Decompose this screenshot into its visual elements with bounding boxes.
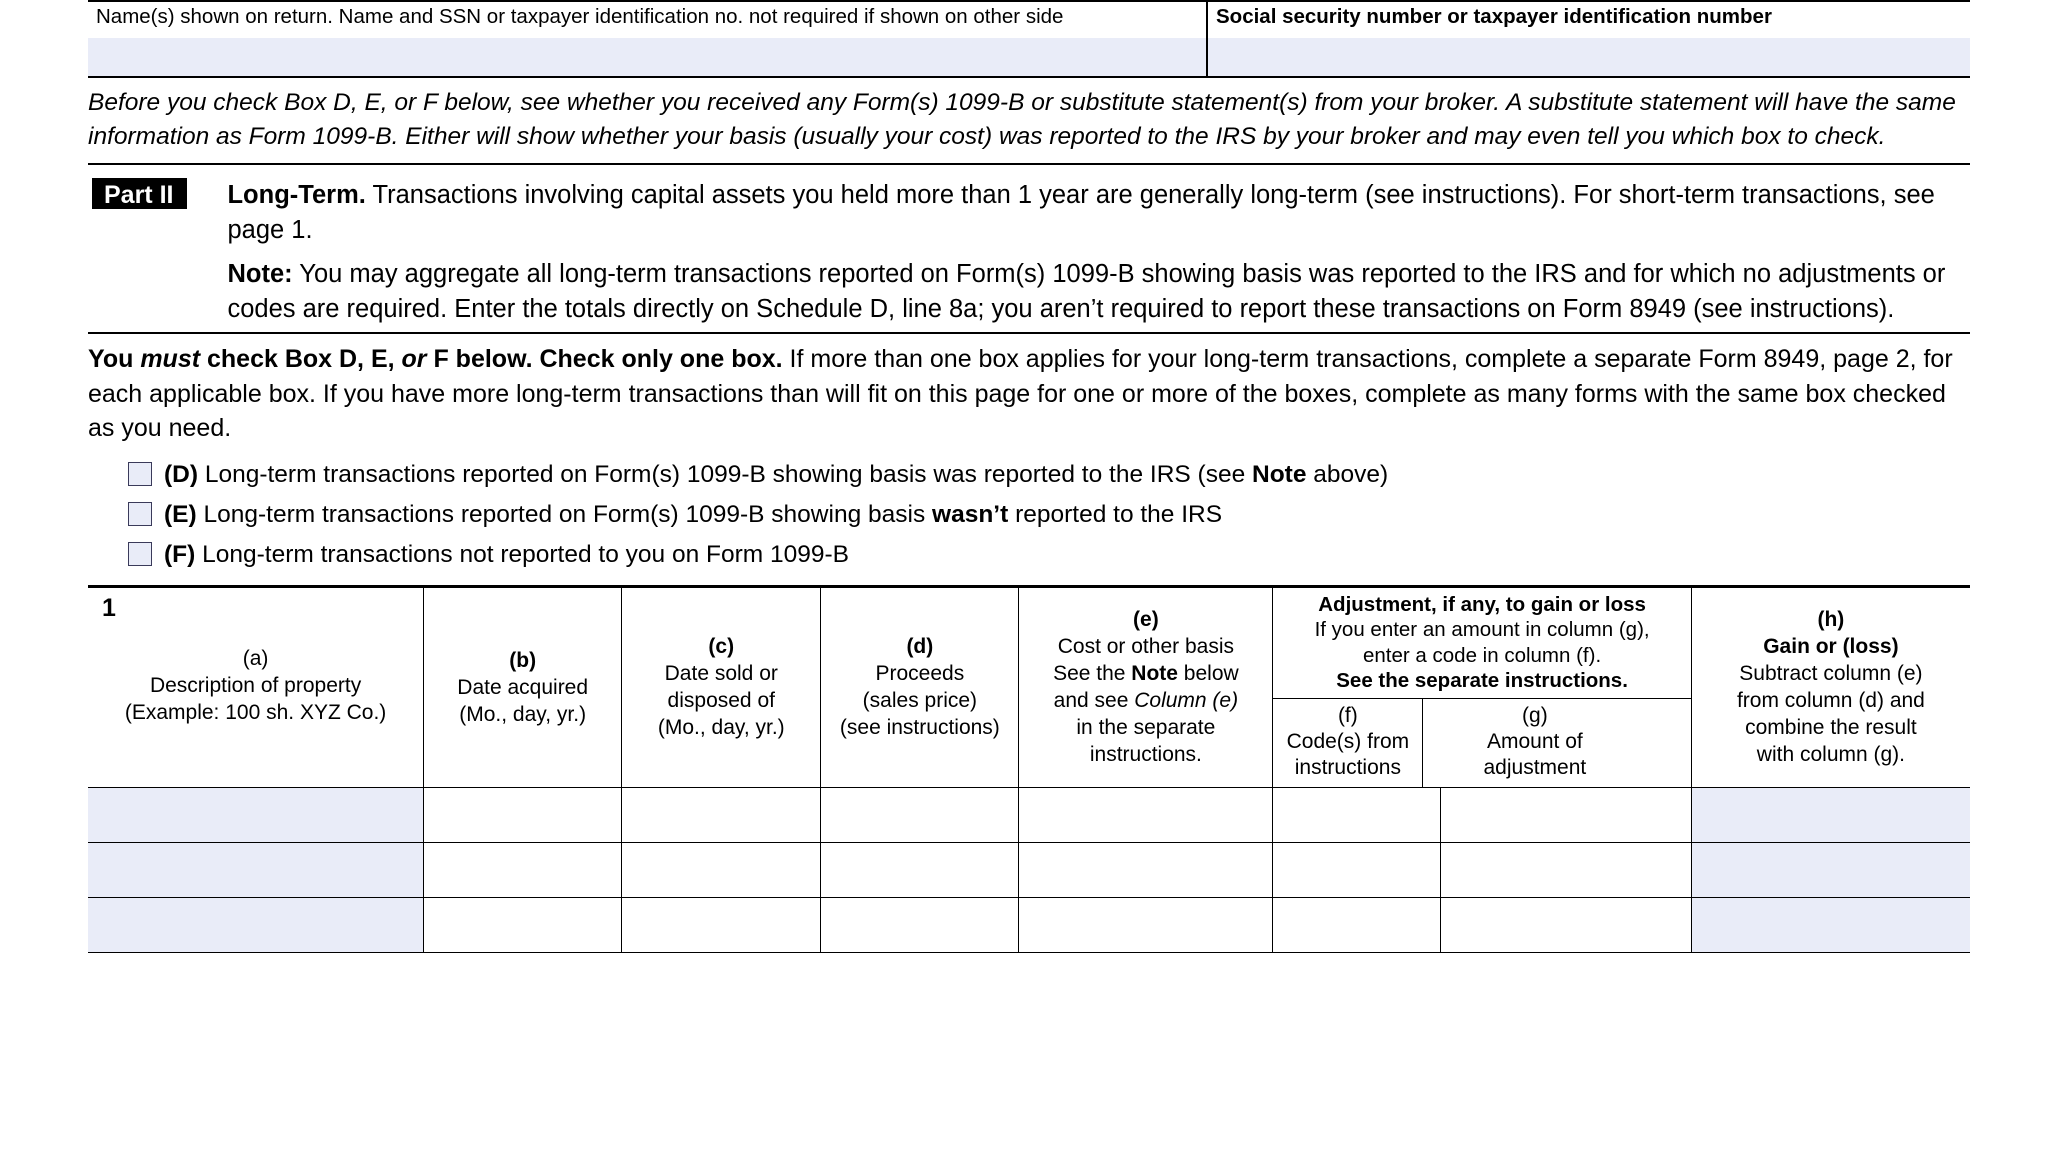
cell-f[interactable] — [1273, 897, 1441, 952]
part-ii-note — [227, 257, 1970, 326]
part-ii-tab: Part II — [92, 178, 187, 209]
name-field-caption: Name(s) shown on return. Name and SSN or taxpayer identification no. not required if shown on other side — [96, 5, 1064, 28]
name-input[interactable] — [88, 38, 1206, 76]
header-col-a — [88, 587, 424, 787]
part-ii-body — [227, 178, 1970, 326]
adjustment-title-block — [1273, 588, 1690, 699]
part-ii-heading — [227, 178, 1970, 247]
header-col-g-line2: adjustment — [1483, 755, 1587, 779]
cell-g[interactable] — [1441, 897, 1692, 952]
header-adjustment-group — [1273, 587, 1691, 787]
cell-e[interactable] — [1019, 842, 1273, 897]
box-selection-group — [88, 456, 1970, 576]
header-col-g-letter: (g) — [1522, 703, 1548, 727]
header-col-e-line2a: See the — [1053, 662, 1132, 685]
header-col-b-letter: (b) — [509, 648, 537, 672]
header-col-e-line1: Cost or other basis — [1057, 635, 1234, 658]
checkbox-row-e[interactable] — [88, 496, 1970, 536]
header-col-c-line2: disposed of — [667, 689, 775, 712]
cell-b[interactable] — [424, 842, 622, 897]
part-ii-note-rest: You may aggregate all long-term transactions reported on Form(s) 1099-B showing basis was reported to the IRS and for which no adjustments or codes are required. Enter the totals directly on Schedule D, line 8a; you aren’t required to report these transactions on Form 8949 (see instructions). — [227, 260, 1946, 323]
checkbox-row-f[interactable] — [88, 536, 1970, 576]
header-col-a-line1: Description of property — [149, 673, 362, 697]
header-col-h-line2: Subtract column (e) — [1739, 662, 1923, 685]
checkbox-e-text-before: Long-term transactions reported on Form(s) 1099-B showing basis — [196, 500, 933, 528]
adjustment-line4: See the separate instructions. — [1336, 669, 1628, 692]
checkbox-d-label — [164, 456, 1388, 494]
cell-d[interactable] — [821, 842, 1019, 897]
header-col-a-line2: (Example: 100 sh. XYZ Co.) — [124, 700, 387, 724]
must-p2: must — [140, 345, 201, 373]
table-row — [88, 787, 1970, 842]
header-col-e-line3a: and see — [1053, 689, 1135, 712]
row-number-label: 1 — [102, 593, 116, 622]
cell-c[interactable] — [622, 842, 821, 897]
checkbox-f-label — [164, 536, 849, 574]
table-row — [88, 842, 1970, 897]
header-col-e-line2b: Note — [1131, 662, 1178, 685]
must-check-box-paragraph — [88, 342, 1970, 446]
cell-g[interactable] — [1441, 787, 1692, 842]
header-col-f-line1: Code(s) from — [1286, 729, 1410, 753]
ssn-field-caption: Social security number or taxpayer identification number — [1216, 5, 1772, 28]
ssn-field-cell — [1208, 2, 1970, 76]
adjustment-subcolumns — [1273, 699, 1690, 787]
cell-a[interactable] — [88, 842, 424, 897]
transactions-table — [88, 585, 1970, 953]
cell-e[interactable] — [1019, 787, 1273, 842]
header-col-h — [1691, 587, 1970, 787]
cell-d[interactable] — [821, 897, 1019, 952]
table-header-row — [88, 587, 1970, 787]
checkbox-e-emphasis: wasn’t — [932, 500, 1009, 528]
header-col-g-line1: Amount of — [1486, 729, 1583, 753]
header-col-c-line1: Date sold or — [664, 662, 778, 685]
cell-h[interactable] — [1691, 897, 1970, 952]
divider-after-part-ii — [88, 332, 1970, 334]
checkbox-e-label — [164, 496, 1222, 534]
header-col-e-line3 — [1019, 687, 1272, 714]
header-col-b-line2: (Mo., day, yr.) — [459, 702, 587, 726]
checkbox-e[interactable] — [128, 502, 152, 526]
cell-h[interactable] — [1691, 842, 1970, 897]
table-row — [88, 897, 1970, 952]
header-col-e-line2c: below — [1177, 662, 1239, 685]
must-p3: check Box D, E, — [200, 345, 402, 373]
header-col-h-line1: Gain or (loss) — [1763, 635, 1899, 658]
header-col-e-line3b: Column (e) — [1134, 689, 1239, 712]
header-col-e-line2 — [1019, 660, 1272, 687]
identification-block — [88, 0, 1970, 78]
checkbox-f-text-before: Long-term transactions not reported to you on Form 1099-B — [195, 540, 849, 568]
header-col-c-letter: (c) — [708, 635, 735, 658]
name-field-cell — [88, 2, 1208, 76]
header-col-g — [1423, 699, 1646, 787]
checkbox-e-letter: (E) — [164, 500, 197, 528]
header-col-e-line5: instructions. — [1089, 743, 1202, 766]
header-col-e — [1019, 587, 1273, 787]
header-col-a-letter: (a) — [242, 646, 269, 670]
header-col-d-line2: (sales price) — [862, 689, 978, 712]
checkbox-f-letter: (F) — [164, 540, 196, 568]
checkbox-d-text-before: Long-term transactions reported on Form(s) 1099-B showing basis was reported to the IRS (see — [198, 460, 1253, 488]
header-col-h-line4: combine the result — [1745, 716, 1917, 739]
cell-a[interactable] — [88, 897, 424, 952]
header-col-b-line1: Date acquired — [457, 675, 589, 699]
header-col-h-letter: (h) — [1817, 608, 1845, 631]
checkbox-d[interactable] — [128, 462, 152, 486]
checkbox-e-text-after: reported to the IRS — [1008, 500, 1223, 528]
must-p1: You — [88, 345, 141, 373]
cell-b[interactable] — [424, 787, 622, 842]
checkbox-d-text-after: above) — [1306, 460, 1389, 488]
ssn-input[interactable] — [1208, 38, 1970, 76]
adjustment-line3: enter a code in column (f). — [1363, 643, 1602, 667]
must-p4: or — [401, 345, 427, 373]
cell-h[interactable] — [1691, 787, 1970, 842]
adjustment-title: Adjustment, if any, to gain or loss — [1318, 592, 1646, 616]
cell-a[interactable] — [88, 787, 424, 842]
header-col-e-line4: in the separate — [1076, 716, 1216, 739]
must-p5: F below. Check only one box. — [426, 345, 783, 373]
cell-d[interactable] — [821, 787, 1019, 842]
part-ii-heading-rest: Transactions involving capital assets you held more than 1 year are generally long-term (see instructions). For short-term transactions, see page 1. — [227, 181, 1935, 244]
header-col-c — [622, 587, 821, 787]
checkbox-d-emphasis: Note — [1252, 460, 1307, 488]
broker-statement-notice: Before you check Box D, E, or F below, see whether you received any Form(s) 1099-B or substitute statement(s) from your broker. A substitute statement will have the same information as Form 1099-B. Either will show whether your basis (usually your cost) was reported to the IRS by your broker and may even tell you which box to check. — [88, 86, 1970, 165]
must-p6: If more than one box applies for your long-term transactions, complete a separate Form 8949, page 2, for each applicable box. If you have more long-term transactions than will fit on this page for one or more of the boxes, complete as many forms with the same box checked as you need. — [88, 345, 1953, 442]
checkbox-row-d[interactable] — [88, 456, 1970, 496]
cell-c[interactable] — [622, 787, 821, 842]
header-col-f-line2: instructions — [1294, 755, 1401, 779]
header-col-d-line3: (see instructions) — [839, 716, 1000, 739]
header-col-d-line1: Proceeds — [875, 662, 965, 685]
part-ii-note-lead: Note: — [227, 260, 293, 288]
header-col-a-text — [88, 645, 423, 732]
header-col-c-line3: (Mo., day, yr.) — [657, 716, 785, 739]
cell-e[interactable] — [1019, 897, 1273, 952]
header-col-b — [424, 587, 622, 787]
cell-f[interactable] — [1273, 842, 1441, 897]
header-col-d — [821, 587, 1019, 787]
header-col-f — [1273, 699, 1423, 787]
cell-g[interactable] — [1441, 842, 1692, 897]
adjustment-line2: If you enter an amount in column (g), — [1314, 618, 1650, 641]
cell-b[interactable] — [424, 897, 622, 952]
cell-c[interactable] — [622, 897, 821, 952]
header-col-d-letter: (d) — [906, 635, 934, 658]
cell-f[interactable] — [1273, 787, 1441, 842]
checkbox-d-letter: (D) — [164, 460, 199, 488]
part-ii-heading-lead: Long-Term. — [227, 181, 366, 209]
header-col-h-line5: with column (g). — [1756, 743, 1906, 766]
header-col-h-line3: from column (d) and — [1736, 689, 1925, 712]
part-ii-section — [88, 171, 1970, 326]
header-col-e-letter: (e) — [1133, 608, 1159, 631]
header-col-f-letter: (f) — [1337, 703, 1358, 727]
checkbox-f[interactable] — [128, 542, 152, 566]
